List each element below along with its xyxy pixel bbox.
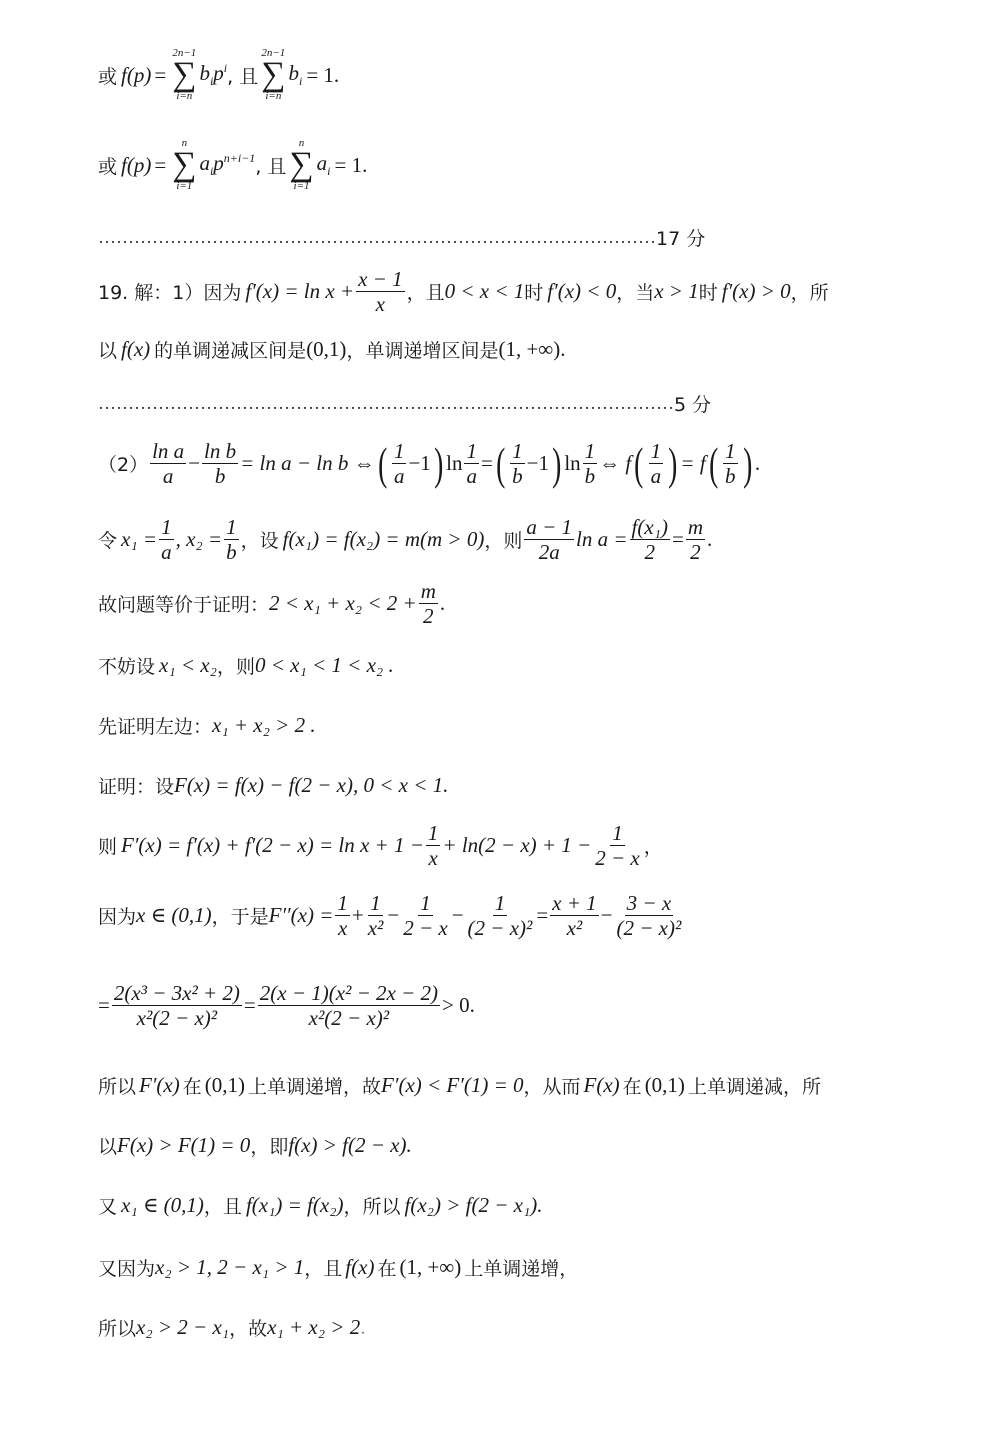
fraction: $\frac{1}{\text{(2 − x)²}}$: [467, 891, 533, 941]
text: 以: [98, 340, 118, 362]
math: f(x₁) = f(x₂): [245, 1193, 344, 1217]
math: −: [600, 903, 613, 928]
math: $b_ip^i$: [199, 61, 228, 89]
text: 或: [98, 155, 118, 178]
left-paren: (: [377, 437, 387, 489]
math: f(x) > f(2 − x).: [288, 1133, 412, 1157]
assume-line: [98, 652, 394, 679]
again-line-1: [98, 1192, 543, 1219]
math: (0,1): [306, 337, 347, 361]
math: =: [672, 527, 684, 552]
fraction: $\frac{1}{b}$: [725, 439, 736, 489]
math: f(x): [345, 1255, 375, 1279]
left-paren: (: [495, 437, 506, 489]
math: =: [154, 152, 167, 177]
text: 故问题等价于证明：: [98, 594, 270, 617]
fraction: $\frac{1}{a}$: [393, 439, 405, 489]
math: f′(x) < 0: [547, 279, 617, 304]
math: x₁ =: [121, 527, 158, 552]
text: ，且: [406, 282, 445, 305]
math: .: [439, 591, 446, 616]
math: f(p): [121, 62, 152, 87]
fraction: $\frac{\text{ln b}}{b}$: [204, 439, 237, 489]
proof-line: [98, 772, 448, 799]
text: 不妨设: [98, 656, 156, 678]
math: −: [188, 451, 201, 476]
text: ，单调递增区间是: [346, 340, 499, 362]
fraction: $\frac{x + 1}{\text{x²}}$: [552, 891, 597, 941]
sigma-symbol: ∑: [172, 146, 197, 183]
math: f(x): [121, 337, 151, 361]
fraction: $\frac{1}{a}$: [466, 439, 477, 489]
again-line-2: [98, 1254, 578, 1281]
math: f(x₂) > f(2 − x₁).: [404, 1193, 543, 1217]
math: (1, +∞): [498, 337, 561, 361]
math: .: [754, 451, 761, 476]
text: ，于是: [211, 906, 269, 929]
summation: n ∑ i=1: [172, 137, 197, 193]
math: =: [243, 993, 256, 1018]
math: F(x) > F(1) = 0: [117, 1133, 251, 1157]
simplify-line: [98, 982, 475, 1029]
text: 在: [377, 1258, 397, 1280]
text: ，则: [484, 530, 523, 553]
fraction: $\frac{1}{\text{x²}}$: [367, 891, 384, 941]
text: ，设: [240, 530, 279, 553]
score-label: 17 分: [656, 228, 706, 250]
right-paren: ): [742, 437, 752, 489]
fraction: $\frac{1}{a}$: [650, 439, 662, 489]
final-line: [98, 1314, 365, 1341]
sigma-symbol: ∑: [261, 56, 286, 93]
math: (0,1): [204, 1073, 246, 1097]
text: 或: [98, 65, 118, 88]
fraction: $\frac{1}{a}$: [161, 515, 172, 565]
math: ln: [446, 451, 463, 476]
text: 在: [182, 1076, 202, 1098]
text: ，: [643, 836, 663, 859]
sigma-symbol: ∑: [172, 56, 197, 93]
text: 上单调递增，: [464, 1258, 579, 1280]
fraction: $\frac{1}{2 - x}$: [595, 821, 640, 871]
math: + ln(2 − x) + 1 −: [442, 833, 592, 858]
fraction: $\frac{\text{f(x₁)}}{2}$: [631, 515, 668, 565]
math: x₁ + x₂ > 2: [267, 1315, 361, 1339]
fraction: $\frac{1}{x}$: [427, 821, 439, 871]
text: ，则: [216, 656, 255, 678]
math: .: [560, 337, 566, 361]
text: , 且: [227, 65, 259, 88]
summation: n ∑ i=1: [289, 137, 314, 193]
fraction: $\frac{a - 1}{2a}$: [526, 515, 573, 565]
math: F′(x) < F′(1) = 0: [381, 1073, 524, 1097]
text: ，当: [616, 282, 655, 305]
math: x₁ + x₂ > 2 .: [212, 713, 316, 737]
fraction: $\frac{1}{b}$: [226, 515, 237, 565]
math: ⇔ f: [599, 451, 632, 476]
text: 上单调递减，所: [687, 1076, 821, 1098]
math: .: [360, 1315, 366, 1339]
equiv-line: [98, 580, 445, 627]
math: f′(x) > 0: [721, 279, 791, 304]
text: ，从而: [523, 1076, 581, 1098]
math: $a_i$: [316, 151, 331, 179]
left-side-line: [98, 712, 316, 739]
question-label: 19. 解：1）因为: [98, 282, 242, 305]
math: x₁ < x₂: [159, 653, 217, 677]
text: 因为: [98, 906, 137, 929]
fraction: $\frac{1}{2 - x}$: [403, 891, 448, 941]
math: −1: [526, 451, 549, 476]
math: = f: [680, 451, 706, 476]
text: ，且: [304, 1258, 343, 1280]
math: F′(x): [139, 1073, 180, 1097]
part2-line: [98, 437, 761, 489]
fraction: $\frac{\text{2(x − 1)(x² − 2x − 2)}}{\text{x²(2 − x)²}}$: [259, 981, 438, 1031]
math: 2 < x₁ + x₂ < 2 +: [269, 591, 417, 616]
text: ，所以: [343, 1196, 401, 1218]
math: .: [707, 527, 713, 552]
text: 先证明左边：: [98, 716, 213, 738]
math: ln a =: [576, 527, 628, 552]
text: 以: [98, 1136, 118, 1158]
right-paren: ): [668, 437, 678, 489]
math: $b_i$: [288, 61, 303, 89]
math: (1, +∞): [399, 1255, 462, 1279]
fraction: $\frac{3 - x}{\text{(2 − x)²}}$: [616, 891, 682, 941]
math: = ln a − ln b ⇔: [240, 451, 375, 476]
q19-line-1: [98, 268, 829, 315]
text: 则: [98, 836, 118, 859]
text: 令: [98, 530, 118, 553]
equation-line-1: [98, 48, 339, 102]
left-paren: (: [708, 437, 718, 489]
equation-line-2: [98, 138, 367, 192]
left-paren: (: [634, 437, 644, 489]
math: =: [98, 993, 110, 1018]
dot-leader: ……………………………………………………………………………………: [98, 393, 674, 413]
score-line-17: [98, 224, 705, 251]
q19-line-2: [98, 336, 566, 363]
text: 所以: [98, 1318, 137, 1340]
math: 0 < x < 1: [444, 279, 525, 304]
text: 证明：设: [98, 776, 175, 798]
summation: 2n−1 ∑ i=n: [261, 47, 286, 103]
math: F′(x) = f′(x) + f′(2 − x) = ln x + 1 −: [121, 833, 424, 858]
math: = 1.: [306, 62, 340, 87]
text: ，且: [203, 1196, 242, 1218]
math: −1: [408, 451, 431, 476]
text: , 且: [255, 155, 287, 178]
summation: 2n−1 ∑ i=n: [172, 47, 197, 103]
text: ，所: [790, 282, 829, 305]
let-line: [98, 516, 712, 563]
derivative-line: [98, 822, 663, 869]
math: −: [387, 903, 400, 928]
text: ，即: [250, 1136, 289, 1158]
sigma-symbol: ∑: [289, 146, 314, 183]
fraction: $\frac{\text{ln a}}{a}$: [152, 439, 185, 489]
math: x₂ > 1, 2 − x₁ > 1: [155, 1255, 305, 1279]
text: 又: [98, 1196, 118, 1218]
dot-leader: …………………………………………………………………………………: [98, 227, 656, 247]
math: x ∈ (0,1): [136, 903, 212, 928]
right-paren: ): [433, 437, 444, 489]
fraction: $\frac{m}{2}$: [420, 579, 436, 629]
text: 所以: [98, 1076, 137, 1098]
fraction: $\frac{m}{2}$: [687, 515, 704, 565]
fraction: $\frac{1}{x}$: [337, 891, 348, 941]
fraction: $\frac{x - 1}{x}$: [358, 267, 403, 317]
fraction: $\frac{1}{b}$: [512, 439, 523, 489]
math: > 0.: [442, 993, 475, 1018]
monotone-line-2: [98, 1132, 412, 1159]
text: 在: [622, 1076, 642, 1098]
math: =: [154, 62, 167, 87]
math: x₁ ∈ (0,1): [121, 1193, 204, 1217]
text: 的单调递减区间是: [154, 340, 307, 362]
math: f′(x) = ln x +: [245, 279, 355, 304]
math: (0,1): [644, 1073, 685, 1097]
text: 上单调递增，故: [248, 1076, 382, 1098]
text: 时: [524, 282, 544, 305]
text: ，故: [229, 1318, 268, 1340]
score-label: 5 分: [674, 394, 712, 416]
math: = 1.: [334, 152, 368, 177]
math: ln: [564, 451, 581, 476]
math: −: [451, 903, 464, 928]
fraction: $\frac{1}{b}$: [584, 439, 596, 489]
math: =: [536, 903, 549, 928]
math: F′′(x) =: [268, 903, 334, 928]
math: x > 1: [654, 279, 699, 304]
math: f(p): [121, 152, 152, 177]
math: x₂ > 2 − x₁: [136, 1315, 230, 1339]
math: , x₂ =: [175, 527, 223, 552]
text: 时: [698, 282, 718, 305]
math: 0 < x₁ < 1 < x₂ .: [254, 653, 394, 677]
score-line-5: [98, 390, 711, 417]
math: =: [480, 451, 493, 476]
math: f(x₁) = f(x₂) = m(m > 0): [282, 527, 485, 552]
second-derivative-line: [98, 892, 685, 939]
monotone-line-1: [98, 1072, 821, 1099]
text: 又因为: [98, 1258, 156, 1280]
math: $a_ip^{n+i-1}$: [199, 151, 256, 179]
math: F(x): [583, 1073, 620, 1097]
part-label: （2）: [98, 454, 149, 477]
right-paren: ): [552, 437, 562, 489]
math: +: [351, 903, 364, 928]
math: F(x) = f(x) − f(2 − x), 0 < x < 1.: [174, 773, 449, 797]
fraction: $\frac{\text{2(x³ − 3x² + 2)}}{\text{x²(2 − x)²}}$: [113, 981, 240, 1031]
